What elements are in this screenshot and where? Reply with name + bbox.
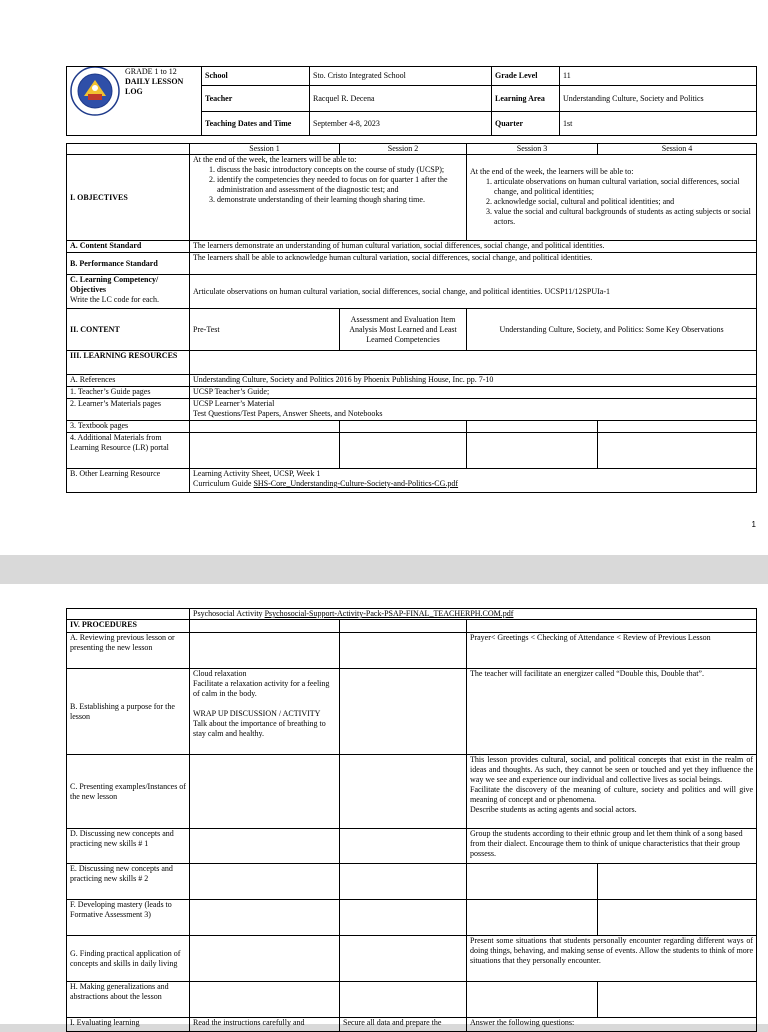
- competency-label: C. Learning Competency/ Objectives: [70, 275, 159, 294]
- session-2-header: Session 2: [340, 144, 467, 155]
- procedure-label-d: D. Discussing new concepts and practicing new skills # 1: [67, 829, 190, 864]
- procedures-label: IV. PROCEDURES: [67, 620, 190, 633]
- school-label: School: [202, 67, 310, 86]
- objective-left-2: 2. identify the competencies they needed to focus on for quarter 1 after the administration and assessment of the diagnostic test; and: [217, 175, 463, 195]
- grade-level-label: Grade Level: [492, 67, 560, 86]
- procedure-i-s34: Answer the following questions:: [467, 1018, 757, 1032]
- dates-value: September 4-8, 2023: [310, 112, 492, 136]
- procedure-label-g: G. Finding practical application of concepts and skills in daily living: [67, 936, 190, 982]
- procedure-a-s34: Prayer< Greetings < Checking of Attendance < Review of Previous Lesson: [467, 633, 757, 669]
- teacher-label: Teacher: [202, 86, 310, 112]
- page-2: [0, 584, 768, 1027]
- dates-label: Teaching Dates and Time: [202, 112, 310, 136]
- content-standard-text: The learners demonstrate an understanding of human cultural variation, social differences, social change, and political identities.: [190, 241, 757, 253]
- procedure-d-s34: Group the students according to their ethnic group and let them think of a song based from their dialect. Encourage them to think of unique characteristics that their group possess.: [467, 829, 757, 864]
- objective-right-2: 2. acknowledge social, cultural and political identities; and: [494, 197, 753, 207]
- header-table: [66, 66, 757, 136]
- procedure-label-h: H. Making generalizations and abstractions about the lesson: [67, 982, 190, 1018]
- learning-area-value: Understanding Culture, Society and Politics: [560, 86, 757, 112]
- content-session-1: Pre-Test: [190, 309, 340, 351]
- procedure-label-b: B. Establishing a purpose for the lesson: [67, 669, 190, 755]
- content-session-2: Assessment and Evaluation Item Analysis Most Learned and Least Learned Competencies: [340, 309, 467, 351]
- competency-text: Articulate observations on human cultural variation, social differences, social change, and political identities. UCSP11/12SPUIa-1: [190, 275, 757, 309]
- textbook-label: 3. Textbook pages: [67, 421, 190, 433]
- procedure-label-c: C. Presenting examples/Instances of the new lesson: [67, 755, 190, 829]
- page-number: 1: [751, 520, 756, 529]
- teacher-value: Racquel R. Decena: [310, 86, 492, 112]
- procedure-label-f: F. Developing mastery (leads to Formative Assessment 3): [67, 900, 190, 936]
- objectives-left: At the end of the week, the learners will be able to: 1. discuss the basic introductory concepts on the course of study (UCSP); 2. identify the competencies they needed to focus on for quarter 1 after the administration and assessment of the diagnostic test; and 3. demonstrate understanding of their learning though sharing time.: [190, 155, 467, 241]
- session-4-header: Session 4: [598, 144, 757, 155]
- procedure-g-s34: Present some situations that students personally encounter regarding different ways of doing things, behaving, and making sense of events. Allow the students to think of more situations that they personally encounter.: [467, 936, 757, 982]
- teachers-guide-label: 1. Teacher’s Guide pages: [67, 387, 190, 399]
- procedure-label-a: A. Reviewing previous lesson or presenting the new lesson: [67, 633, 190, 669]
- quarter-value: 1st: [560, 112, 757, 136]
- quarter-label: Quarter: [492, 112, 560, 136]
- lesson-table: Session 1 Session 2 Session 3 Session 4 I. OBJECTIVES At the end of the week, the learners will be able to: 1. discuss the basic introductory concepts on the course of study (UCSP); 2. identify the competencies they needed to focus on for quarter 1 after the administration and assessment of the diagnostic test; and 3. demonstrate understanding of their learning though sharing time. At the end of the week, the learners will be able to: 1. articulate observations on human cultural variation, social differences, social change, and political identities; 2. acknowledge social, cultural and political identities; and 3. value the social and cultural backgrounds of students as acting subjects or social actors. A. Content Standard The learners demonstrate an understanding of human cultural variation, social differences, social change, and political identities. B. Performance Standard The learners shall be able to acknowledge human cultural variation, social differences, social change, and political identities. C. Learning Competency/ Objectives Write the LC code for each. Articulate observations on human cultural variation, social differences, social change, and political identities. UCSP11/12SPUIa-1 II. CONTENT Pre-Test Assessment and Evaluation Item Analysis Most Learned and Least Learned Competencies Understanding Culture, Society, and Politics: Some Key Observations III. LEARNING RESOURCES A. References Understanding Culture, Society and Politics 2016 by Phoenix Publishing House, Inc. pp. 7-10 1. Teacher’s Guide pages UCSP Teacher’s Guide; 2. Learner’s Materials pages UCSP Learner’s Material Test Questions/Test Papers, Answer Sheets, and Notebooks 3. Textbook pages 4. Additional Materials from Learning Resource (LR) portal B. Other Learning Resource Learning Activity Sheet, UCSP, Week 1 Curriculum Guide SHS-Core_Understanding-Culture-Society-and-Politics-CG.pdf: [66, 143, 757, 493]
- references-label: A. References: [67, 375, 190, 387]
- additional-materials-label: 4. Additional Materials from Learning Resource (LR) portal: [67, 433, 190, 469]
- procedure-i-s1: Read the instructions carefully and: [190, 1018, 340, 1032]
- psychosocial-link[interactable]: Psychosocial-Support-Activity-Pack-PSAP-FINAL_TEACHERPH.COM.pdf: [264, 609, 514, 618]
- teachers-guide-text: UCSP Teacher’s Guide;: [190, 387, 757, 399]
- learners-materials-text-1: UCSP Learner’s Material: [193, 399, 275, 408]
- procedure-b-s1: Cloud relaxation Facilitate a relaxation activity for a feeling of calm in the body. WRAP UP DISCUSSION / ACTIVITY Talk about the importance of breathing to stay calm and healthy.: [190, 669, 340, 755]
- competency-label-cell: [67, 275, 190, 309]
- procedure-label-e: E. Discussing new concepts and practicing new skills # 2: [67, 864, 190, 900]
- objective-left-3: 3. demonstrate understanding of their learning though sharing time.: [217, 195, 463, 205]
- session-1-header: Session 1: [190, 144, 340, 155]
- objective-left-1: 1. discuss the basic introductory concepts on the course of study (UCSP);: [217, 165, 463, 175]
- content-label: II. CONTENT: [67, 309, 190, 351]
- resources-label: III. LEARNING RESOURCES: [67, 351, 190, 375]
- grade-level-value: 11: [560, 67, 757, 86]
- procedure-label-i: I. Evaluating learning: [67, 1018, 190, 1032]
- grade-text: GRADE 1 to 12: [125, 67, 177, 76]
- performance-standard-text: The learners shall be able to acknowledge human cultural variation, social differences, social change, and political identities.: [190, 253, 757, 275]
- school-value: Sto. Cristo Integrated School: [310, 67, 492, 86]
- procedures-table: Psychosocial Activity Psychosocial-Support-Activity-Pack-PSAP-FINAL_TEACHERPH.COM.pdf IV. PROCEDURES A. Reviewing previous lesson or presenting the new lesson Prayer< Greetings < Checking of Attendance < Review of Previous Lesson B. Establishing a purpose for the lesson Cloud relaxation Facilitate a relaxation activity for a feeling of calm in the body. WRAP UP DISCUSSION / ACTIVITY Talk about the importance of breathing to stay calm and healthy. The teacher will facilitate an energizer called “Double this, Double that”. C. Presenting examples/Instances of the new lesson This lesson provides cultural, social, and political concepts that exist in the realm of ideas and thoughts. As such, they cannot be seen or touched and yet they influence the way we see and experience our individual and collective lives as social beings. Facilitate the discovery of the meaning of culture, society and politics and will give meaning of concept and or phenomena. Describe students as acting agents and social actors. D. Discussing new concepts and practicing new skills # 1 Group the students according to their ethnic group and let them think of a song based from their dialect. Encourage them to think of unique characteristics that their group possess. E. Discussing new concepts and practicing new skills # 2 F. Developing mastery (leads to Formative Assessment 3) G. Finding practical application of concepts and skills in daily living Present some situations that students personally encounter regarding different ways of doing things, behaving, and making sense of events. Allow the students to think of more situations that they personally encounter. H. Making generalizations and abstractions about the lesson I. Evaluating learning Read the instructions carefully and Secure all data and prepare the Answer the following questions:: [66, 608, 757, 1032]
- other-resources-label: B. Other Learning Resource: [67, 469, 190, 493]
- procedure-b-s34: The teacher will facilitate an energizer called “Double this, Double that”.: [467, 669, 757, 755]
- objectives-label: I. OBJECTIVES: [67, 155, 190, 241]
- objective-right-3: 3. value the social and cultural backgrounds of students as acting subjects or social actors.: [494, 207, 753, 227]
- procedure-c-s34: This lesson provides cultural, social, and political concepts that exist in the realm of ideas and thoughts. As such, they cannot be seen or touched and yet they influence the way we see and experience our individual and collective lives as social beings. Facilitate the discovery of the meaning of culture, society and politics and will give meaning of concept and or phenomena. Describe students as acting agents and social actors.: [467, 755, 757, 829]
- competency-sublabel: Write the LC code for each.: [70, 295, 159, 304]
- procedure-i-s2: Secure all data and prepare the: [340, 1018, 467, 1032]
- log-title: DAILY LESSON LOG: [125, 77, 184, 96]
- objectives-right: At the end of the week, the learners will be able to: 1. articulate observations on human cultural variation, social differences, social change, and political identities; 2. acknowledge social, cultural and political identities; and 3. value the social and cultural backgrounds of students as acting subjects or social actors.: [467, 155, 757, 241]
- session-3-header: Session 3: [467, 144, 598, 155]
- content-session-34: Understanding Culture, Society, and Politics: Some Key Observations: [467, 309, 757, 351]
- objective-right-1: 1. articulate observations on human cultural variation, social differences, social change, and political identities;: [494, 177, 753, 197]
- learning-area-label: Learning Area: [492, 86, 560, 112]
- other-resources-text-1: Learning Activity Sheet, UCSP, Week 1: [193, 469, 321, 478]
- performance-standard-label: B. Performance Standard: [67, 253, 190, 275]
- learners-materials-label: 2. Learner’s Materials pages: [67, 399, 190, 421]
- learners-materials-text-2: Test Questions/Test Papers, Answer Sheets, and Notebooks: [193, 409, 383, 418]
- content-standard-label: A. Content Standard: [67, 241, 190, 253]
- curriculum-guide-link[interactable]: SHS-Core_Understanding-Culture-Society-and-Politics-CG.pdf: [253, 479, 459, 488]
- references-text: Understanding Culture, Society and Politics 2016 by Phoenix Publishing House, Inc. pp. 7-10: [190, 375, 757, 387]
